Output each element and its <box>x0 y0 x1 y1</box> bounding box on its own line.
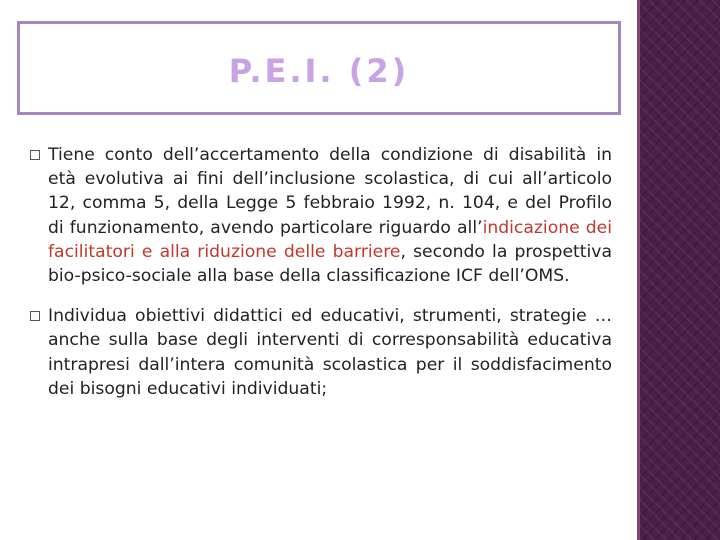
title-box <box>17 21 621 115</box>
slide-title: P.E.I. (2) <box>228 52 410 90</box>
bullet-text-1 <box>48 143 612 288</box>
bullet-1-text-part-2: , secondo la prospettiva bio-psico-sociale alla base della classificazione ICF dell’OMS. <box>48 241 612 287</box>
square-bullet-icon <box>30 311 40 321</box>
square-bullet-icon <box>30 150 40 160</box>
bullet-text-2: Individua obiettivi didattici ed educativi, strumenti, strategie … anche sulla base degli interventi di corresponsabilità educativa intrapresi dall’intera comunità scolastica per il soddisfacimento dei bisogni educativi individuati; <box>48 306 612 399</box>
bullet-item-2 <box>30 304 612 401</box>
decorative-side-panel <box>640 0 720 540</box>
bullet-item-1 <box>30 143 612 288</box>
bullet-1-highlight: indicazione dei facilitatori e alla riduzione delle barriere <box>48 217 612 262</box>
bullet-1-text-part-1: Tiene conto dell’accertamento della condizione di disabilità in età evolutiva ai fini dell’inclusione scolastica, di cui all’articolo 12, comma 5, della Legge 5 febbraio 1992, n. 104, e del Profilo di funzionamento, avendo particolare riguardo all’ <box>48 145 612 238</box>
slide-body <box>30 143 612 417</box>
